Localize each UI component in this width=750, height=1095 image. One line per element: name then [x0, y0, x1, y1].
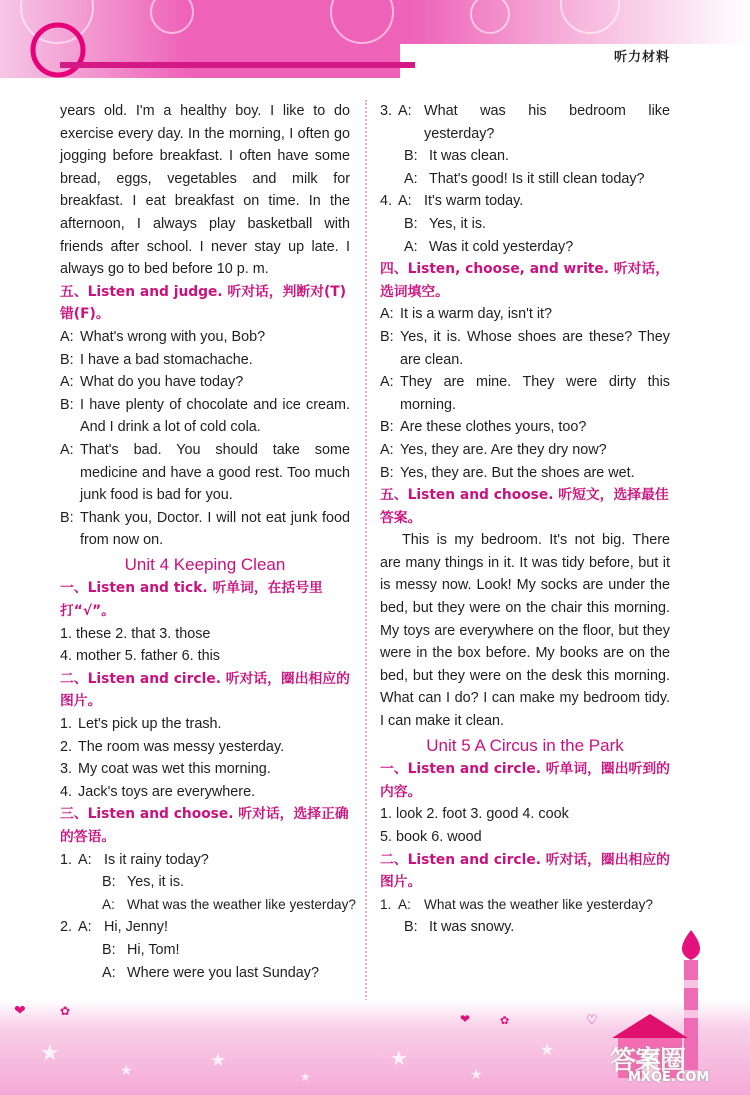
page-header: [0, 0, 750, 78]
decor-bubble: [150, 0, 194, 34]
answer-line: A: What was the weather like yesterday?: [102, 896, 356, 912]
section-title: 二、Listen and circle. 听对话，圈出相应的图片。: [60, 670, 350, 710]
unit-title: Unit 4 Keeping Clean: [124, 554, 286, 574]
section-title: 三、Listen and choose. 听对话，选择正确的答语。: [60, 806, 349, 845]
list-item: 2. The room was messy yesterday.: [60, 738, 285, 755]
decor-bubble: [330, 0, 394, 44]
right-column: [380, 100, 670, 939]
star-icon: ★: [120, 1062, 133, 1078]
answer-line: B: Yes, it is.: [102, 874, 185, 891]
word-list-row: 1. look 2. foot 3. good 4. cook: [380, 806, 569, 823]
heart-icon: ♡: [586, 1012, 598, 1027]
list-item: 3. My coat was wet this morning.: [60, 761, 271, 778]
dialog-line: B: I have a bad stomachache.: [60, 351, 253, 368]
decor-bubble: [560, 0, 620, 34]
star-icon: ★: [470, 1066, 483, 1082]
dialog-line: B: I have plenty of chocolate and ice cream. And I drink a lot of cold cola.: [60, 396, 350, 436]
heart-icon: ❤: [460, 1012, 471, 1026]
dialog-line: A: What do you have today?: [60, 374, 244, 391]
section-title: 五、Listen and judge. 听对话，判断对(T)错(F)。: [60, 283, 347, 323]
question-item: 4. A: It's warm today.: [380, 193, 524, 210]
answer-line: A: Was it cold yesterday?: [404, 238, 574, 255]
dialog-line: A: What's wrong with you, Bob?: [60, 328, 266, 345]
star-icon: ★: [390, 1048, 408, 1070]
dialog-line: B: Yes, it is. Whose shoes are these? They are clean.: [380, 328, 670, 368]
answer-line: A: That's good! Is it still clean today?: [404, 170, 645, 187]
unit-title: Unit 5 A Circus in the Park: [426, 735, 624, 755]
list-item: 4. Jack's toys are everywhere.: [60, 783, 256, 800]
dialog-line: A: Yes, they are. Are they dry now?: [380, 441, 607, 458]
question-item: 3. A: What was his bedroom like yesterday?: [380, 103, 670, 142]
list-item: 1. Let's pick up the trash.: [60, 716, 222, 733]
column-divider: [365, 100, 367, 1005]
dialog-line: B: Yes, they are. But the shoes are wet.: [380, 464, 635, 481]
word-list-row: 1. these 2. that 3. those: [60, 625, 211, 642]
question-item: 2. A: Hi, Jenny!: [60, 919, 168, 936]
heart-icon: ✿: [500, 1015, 510, 1027]
star-icon: ★: [40, 1040, 60, 1065]
passage: This is my bedroom. It's not big. There are many things in it. It was tidy before, but it is messy now. Look! My socks are under the bed, but they were on the chair this morning. My toys are everywhere on the floor, but they were in the box before. My books are on the bed, but they were on the desk this morning. What can I do? I can make my bedroom tidy. I can make it clean.: [380, 532, 670, 730]
answer-line: B: It was snowy.: [404, 919, 515, 936]
word-list-row: 4. mother 5. father 6. this: [60, 648, 220, 665]
answer-line: B: Hi, Tom!: [102, 941, 180, 958]
header-white-strip: [400, 44, 750, 78]
section-title: 二、Listen and circle. 听对话，圈出相应的图片。: [380, 851, 670, 891]
dialog-line: A: They are mine. They were dirty this morning.: [380, 374, 670, 413]
star-icon: ★: [540, 1042, 555, 1059]
question-item: 1. A: What was the weather like yesterday?: [380, 896, 653, 912]
star-icon: ★: [210, 1050, 227, 1070]
intro-paragraph: years old. I'm a healthy boy. I like to do exercise every day. In the morning, I often go jogging before breakfast. I often have some bread, eggs, vegetables and milk for breakfast. I eat breakfast on time. In the afternoon, I always play basketball with friends after school. I never stay up late. I always go to bed before 10 p. m.: [60, 103, 350, 278]
section-title: 一、Listen and circle. 听单词，圈出听到的内容。: [380, 761, 670, 800]
watermark-logo: 答案圈: [610, 1046, 686, 1076]
dialog-line: B: Are these clothes yours, too?: [380, 419, 587, 436]
header-bar: [60, 62, 415, 68]
question-item: 1. A: Is it rainy today?: [60, 851, 209, 868]
left-column: [60, 100, 356, 984]
section-title: 一、Listen and tick. 听单词，在括号里打“√”。: [60, 580, 323, 620]
section-title: 四、Listen, choose, and write. 听对话，选词填空。: [380, 261, 669, 300]
answer-line: B: Yes, it is.: [404, 215, 487, 232]
heart-icon: ✿: [60, 1004, 71, 1018]
answer-line: B: It was clean.: [404, 148, 509, 165]
header-label: 听力材料: [613, 50, 670, 65]
heart-icon: ❤: [14, 1002, 26, 1018]
section-title: 五、Listen and choose. 听短文，选择最佳答案。: [380, 487, 669, 526]
word-list-row: 5. book 6. wood: [380, 829, 482, 845]
dialog-line: A: It is a warm day, isn't it?: [380, 306, 553, 323]
decor-bubble: [470, 0, 510, 34]
dialog-line: A: That's bad. You should take some medicine and have a good rest. Too much junk food is bad for you.: [60, 441, 350, 504]
answer-line: A: Where were you last Sunday?: [102, 964, 319, 981]
watermark-url: MXQE.COM: [628, 1070, 710, 1085]
star-icon: ★: [300, 1070, 311, 1084]
dialog-line: B: Thank you, Doctor. I will not eat junk food from now on.: [60, 509, 350, 549]
red-circle-icon: [30, 22, 86, 78]
